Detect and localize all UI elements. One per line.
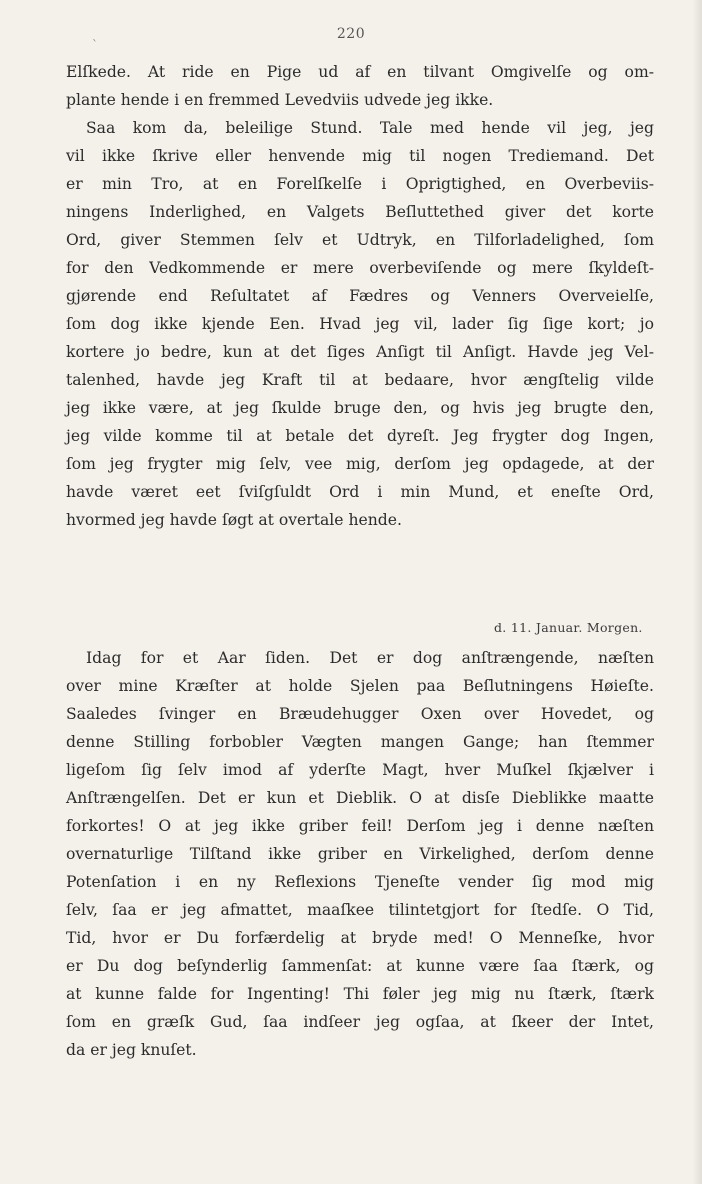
- text-line: ſelv, ſaa er jeg afmattet, maaſkee tilintetgjort for ſtedſe. O Tid,: [66, 901, 654, 919]
- text-line: Ord, giver Stemmen ſelv et Udtryk, en Tilforladelighed, ſom: [66, 231, 654, 249]
- text-line: ſom en græſk Gud, ſaa indſeer jeg ogſaa, at ſkeer der Intet,: [66, 1013, 654, 1031]
- text-line: jeg vilde komme til at betale det dyreſt. Jeg frygter dog Ingen,: [66, 427, 654, 445]
- text-line: hvormed jeg havde ſøgt at overtale hende.: [66, 511, 402, 529]
- text-line: ningens Inderlighed, en Valgets Beſluttethed giver det korte: [66, 203, 654, 221]
- text-line: for den Vedkommende er mere overbeviſende og mere ſkyldeſt-: [66, 259, 654, 277]
- text-line: ligeſom ſig ſelv imod af yderſte Magt, hver Muſkel ſkjælver i: [66, 761, 654, 779]
- text-line: Elſkede. At ride en Pige ud af en tilvant Omgivelſe og om-: [66, 63, 654, 81]
- text-line: Potenſation i en ny Reflexions Tjeneſte vender ſig mod mig: [66, 873, 654, 891]
- text-line: Anſtrængelſen. Det er kun et Dieblik. O at disſe Dieblikke maatte: [66, 789, 654, 807]
- text-line: ſom jeg frygter mig ſelv, vee mig, derſom jeg opdagede, at der: [66, 455, 654, 473]
- text-line: vil ikke ſkrive eller henvende mig til nogen Trediemand. Det: [66, 147, 654, 165]
- entry-two-body: [66, 644, 654, 1064]
- text-line: plante hende i en fremmed Levedviis udvede jeg ikke.: [66, 91, 494, 109]
- text-line: talenhed, havde jeg Kraft til at bedaare, hvor ængſtelig vilde: [66, 371, 654, 389]
- text-line: havde været eet ſviſgſuldt Ord i min Mund, et eneſte Ord,: [66, 483, 654, 501]
- text-line: er Du dog beſynderlig ſammenſat: at kunne være ſaa ſtærk, og: [66, 957, 654, 975]
- text-line: gjørende end Reſultatet af Fædres og Venners Overveielſe,: [66, 287, 654, 305]
- text-line: overnaturlige Tilſtand ikke griber en Virkelighed, derſom denne: [66, 845, 654, 863]
- text-line: da er jeg knuſet.: [66, 1041, 197, 1059]
- text-line: kortere jo bedre, kun at det ſiges Anſigt til Anſigt. Havde jeg Vel-: [66, 343, 654, 361]
- text-line: Saaledes ſvinger en Bræudehugger Oxen over Hovedet, og: [66, 705, 654, 723]
- page-number: 220: [336, 26, 366, 42]
- text-line: at kunne falde for Ingenting! Thi føler jeg mig nu ſtærk, ſtærk: [66, 985, 654, 1003]
- text-line: Saa kom da, beleilige Stund. Tale med hende vil jeg, jeg: [86, 119, 654, 137]
- entry-date-heading: d. 11. Januar. Morgen.: [494, 620, 643, 635]
- text-line: over mine Kræſter at holde Sjelen paa Beſlutningens Høieſte.: [66, 677, 654, 695]
- text-line: jeg ikke være, at jeg ſkulde bruge den, og hvis jeg brugte den,: [66, 399, 654, 417]
- page-edge-shadow: [692, 0, 702, 1184]
- text-line: er min Tro, at en Forelſkelſe i Oprigtighed, en Overbeviis-: [66, 175, 654, 193]
- text-line: Tid, hvor er Du forfærdelig at bryde med! O Menneſke, hvor: [66, 929, 654, 947]
- text-line: forkortes! O at jeg ikke griber feil! Derſom jeg i denne næſten: [66, 817, 654, 835]
- entry-one-body: [66, 58, 654, 534]
- text-line: Idag for et Aar ſiden. Det er dog anſtrængende, næſten: [86, 649, 654, 667]
- text-line: denne Stilling forbobler Vægten mangen Gange; han ſtemmer: [66, 733, 654, 751]
- text-line: ſom dog ikke kjende Een. Hvad jeg vil, lader ſig ſige kort; jo: [66, 315, 654, 333]
- corner-mark: `: [92, 38, 98, 52]
